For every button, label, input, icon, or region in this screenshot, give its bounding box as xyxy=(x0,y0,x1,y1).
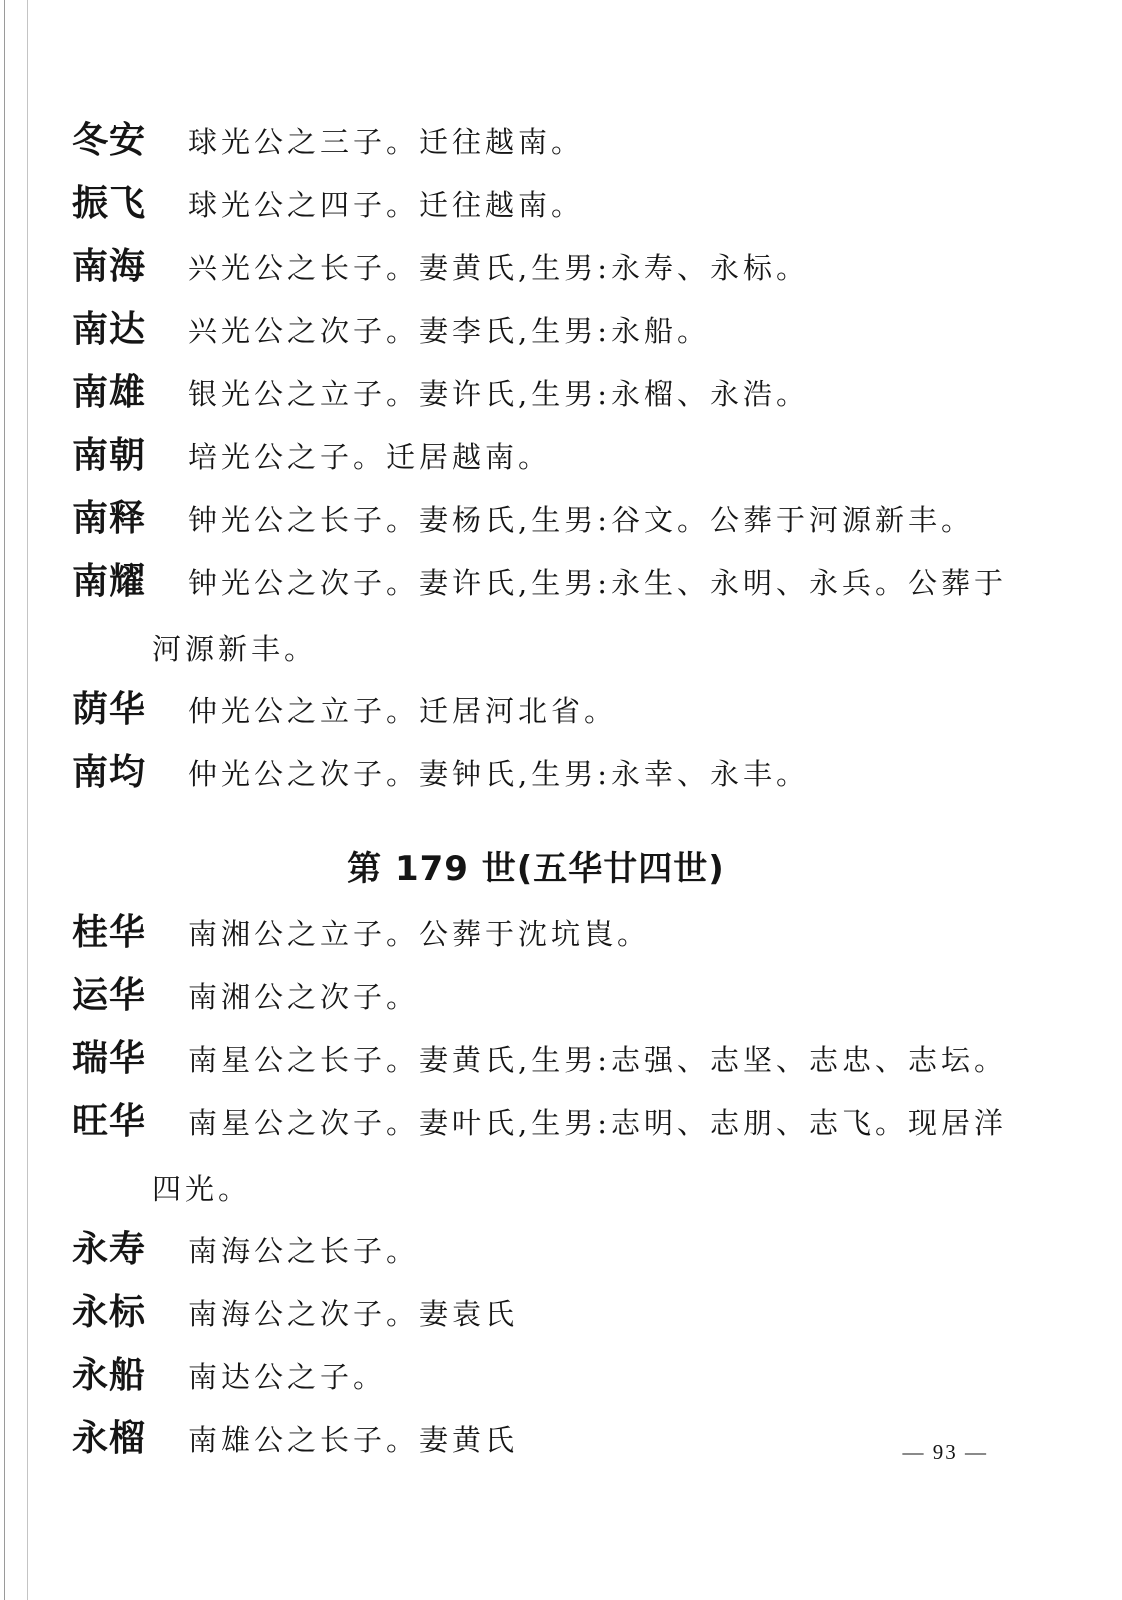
genealogy-entry xyxy=(72,965,1032,1028)
genealogy-entry xyxy=(72,1345,1032,1408)
genealogy-entry xyxy=(72,1282,1032,1345)
entry-name: 南耀 xyxy=(72,561,147,602)
entry-name: 永寿 xyxy=(72,1229,147,1270)
entry-name: 桂华 xyxy=(72,912,147,953)
entry-list-generation-179 xyxy=(72,902,1032,1471)
entry-description-continued: 四光。 xyxy=(152,1172,252,1206)
entry-name: 南朝 xyxy=(72,435,147,476)
entry-name: 南海 xyxy=(72,246,147,287)
entry-description: 球光公之三子。迁往越南。 xyxy=(188,125,585,159)
entry-description: 南达公之子。 xyxy=(188,1360,387,1394)
genealogy-entry xyxy=(72,902,1032,965)
genealogy-entry xyxy=(72,742,1032,805)
entry-name: 荫华 xyxy=(72,689,147,730)
genealogy-entry xyxy=(72,173,1032,236)
entry-description: 球光公之四子。迁往越南。 xyxy=(188,188,585,222)
entry-description-continued: 河源新丰。 xyxy=(152,632,318,666)
entry-description: 南海公之次子。妻袁氏 xyxy=(188,1297,519,1331)
entry-name: 南释 xyxy=(72,498,147,539)
genealogy-entry xyxy=(72,362,1032,425)
entry-description: 兴光公之次子。妻李氏,生男:永船。 xyxy=(188,314,710,348)
entry-description: 仲光公之次子。妻钟氏,生男:永幸、永丰。 xyxy=(188,757,809,791)
entry-name: 运华 xyxy=(72,975,147,1016)
genealogy-entry xyxy=(72,1028,1032,1091)
genealogy-entry xyxy=(72,425,1032,488)
entry-description: 南海公之长子。 xyxy=(188,1234,420,1268)
entry-name: 冬安 xyxy=(72,120,147,161)
entry-name: 振飞 xyxy=(72,183,147,224)
genealogy-entry xyxy=(72,299,1032,362)
entry-description: 南湘公之立子。公葬于沈坑崀。 xyxy=(188,917,651,951)
genealogy-entry xyxy=(72,488,1032,551)
entry-description: 钟光公之长子。妻杨氏,生男:谷文。公葬于河源新丰。 xyxy=(188,503,974,537)
genealogy-entry-wrapped xyxy=(72,551,1032,679)
genealogy-entry xyxy=(72,110,1032,173)
entry-name: 瑞华 xyxy=(72,1038,147,1079)
entry-name: 南达 xyxy=(72,309,147,350)
entry-list-previous-generation xyxy=(72,110,1032,805)
genealogy-entry xyxy=(72,679,1032,742)
genealogy-entry xyxy=(72,1219,1032,1282)
entry-name: 南均 xyxy=(72,752,147,793)
entry-description: 银光公之立子。妻许氏,生男:永榴、永浩。 xyxy=(188,377,809,411)
generation-heading: 第 179 世(五华廿四世) xyxy=(347,849,725,889)
genealogy-entry xyxy=(72,1408,1032,1471)
entry-description: 南湘公之次子。 xyxy=(188,980,420,1014)
entry-description: 南星公之次子。妻叶氏,生男:志明、志朋、志飞。现居洋 xyxy=(188,1106,1007,1140)
entry-description: 培光公之子。迁居越南。 xyxy=(188,440,552,474)
entry-name: 旺华 xyxy=(72,1101,147,1142)
genealogy-entry-wrapped xyxy=(72,1091,1032,1219)
entry-name: 永标 xyxy=(72,1292,147,1333)
entry-name: 永榴 xyxy=(72,1418,147,1459)
genealogy-entry xyxy=(72,236,1032,299)
entry-description: 兴光公之长子。妻黄氏,生男:永寿、永标。 xyxy=(188,251,809,285)
entry-description: 仲光公之立子。迁居河北省。 xyxy=(188,694,618,728)
entry-name: 永船 xyxy=(72,1355,147,1396)
entry-description: 南星公之长子。妻黄氏,生男:志强、志坚、志忠、志坛。 xyxy=(188,1043,1007,1077)
entry-description: 南雄公之长子。妻黄氏 xyxy=(188,1423,519,1457)
page-number: — 93 — xyxy=(902,1440,988,1464)
entry-name: 南雄 xyxy=(72,372,147,413)
entry-description: 钟光公之次子。妻许氏,生男:永生、永明、永兵。公葬于 xyxy=(188,566,1007,600)
